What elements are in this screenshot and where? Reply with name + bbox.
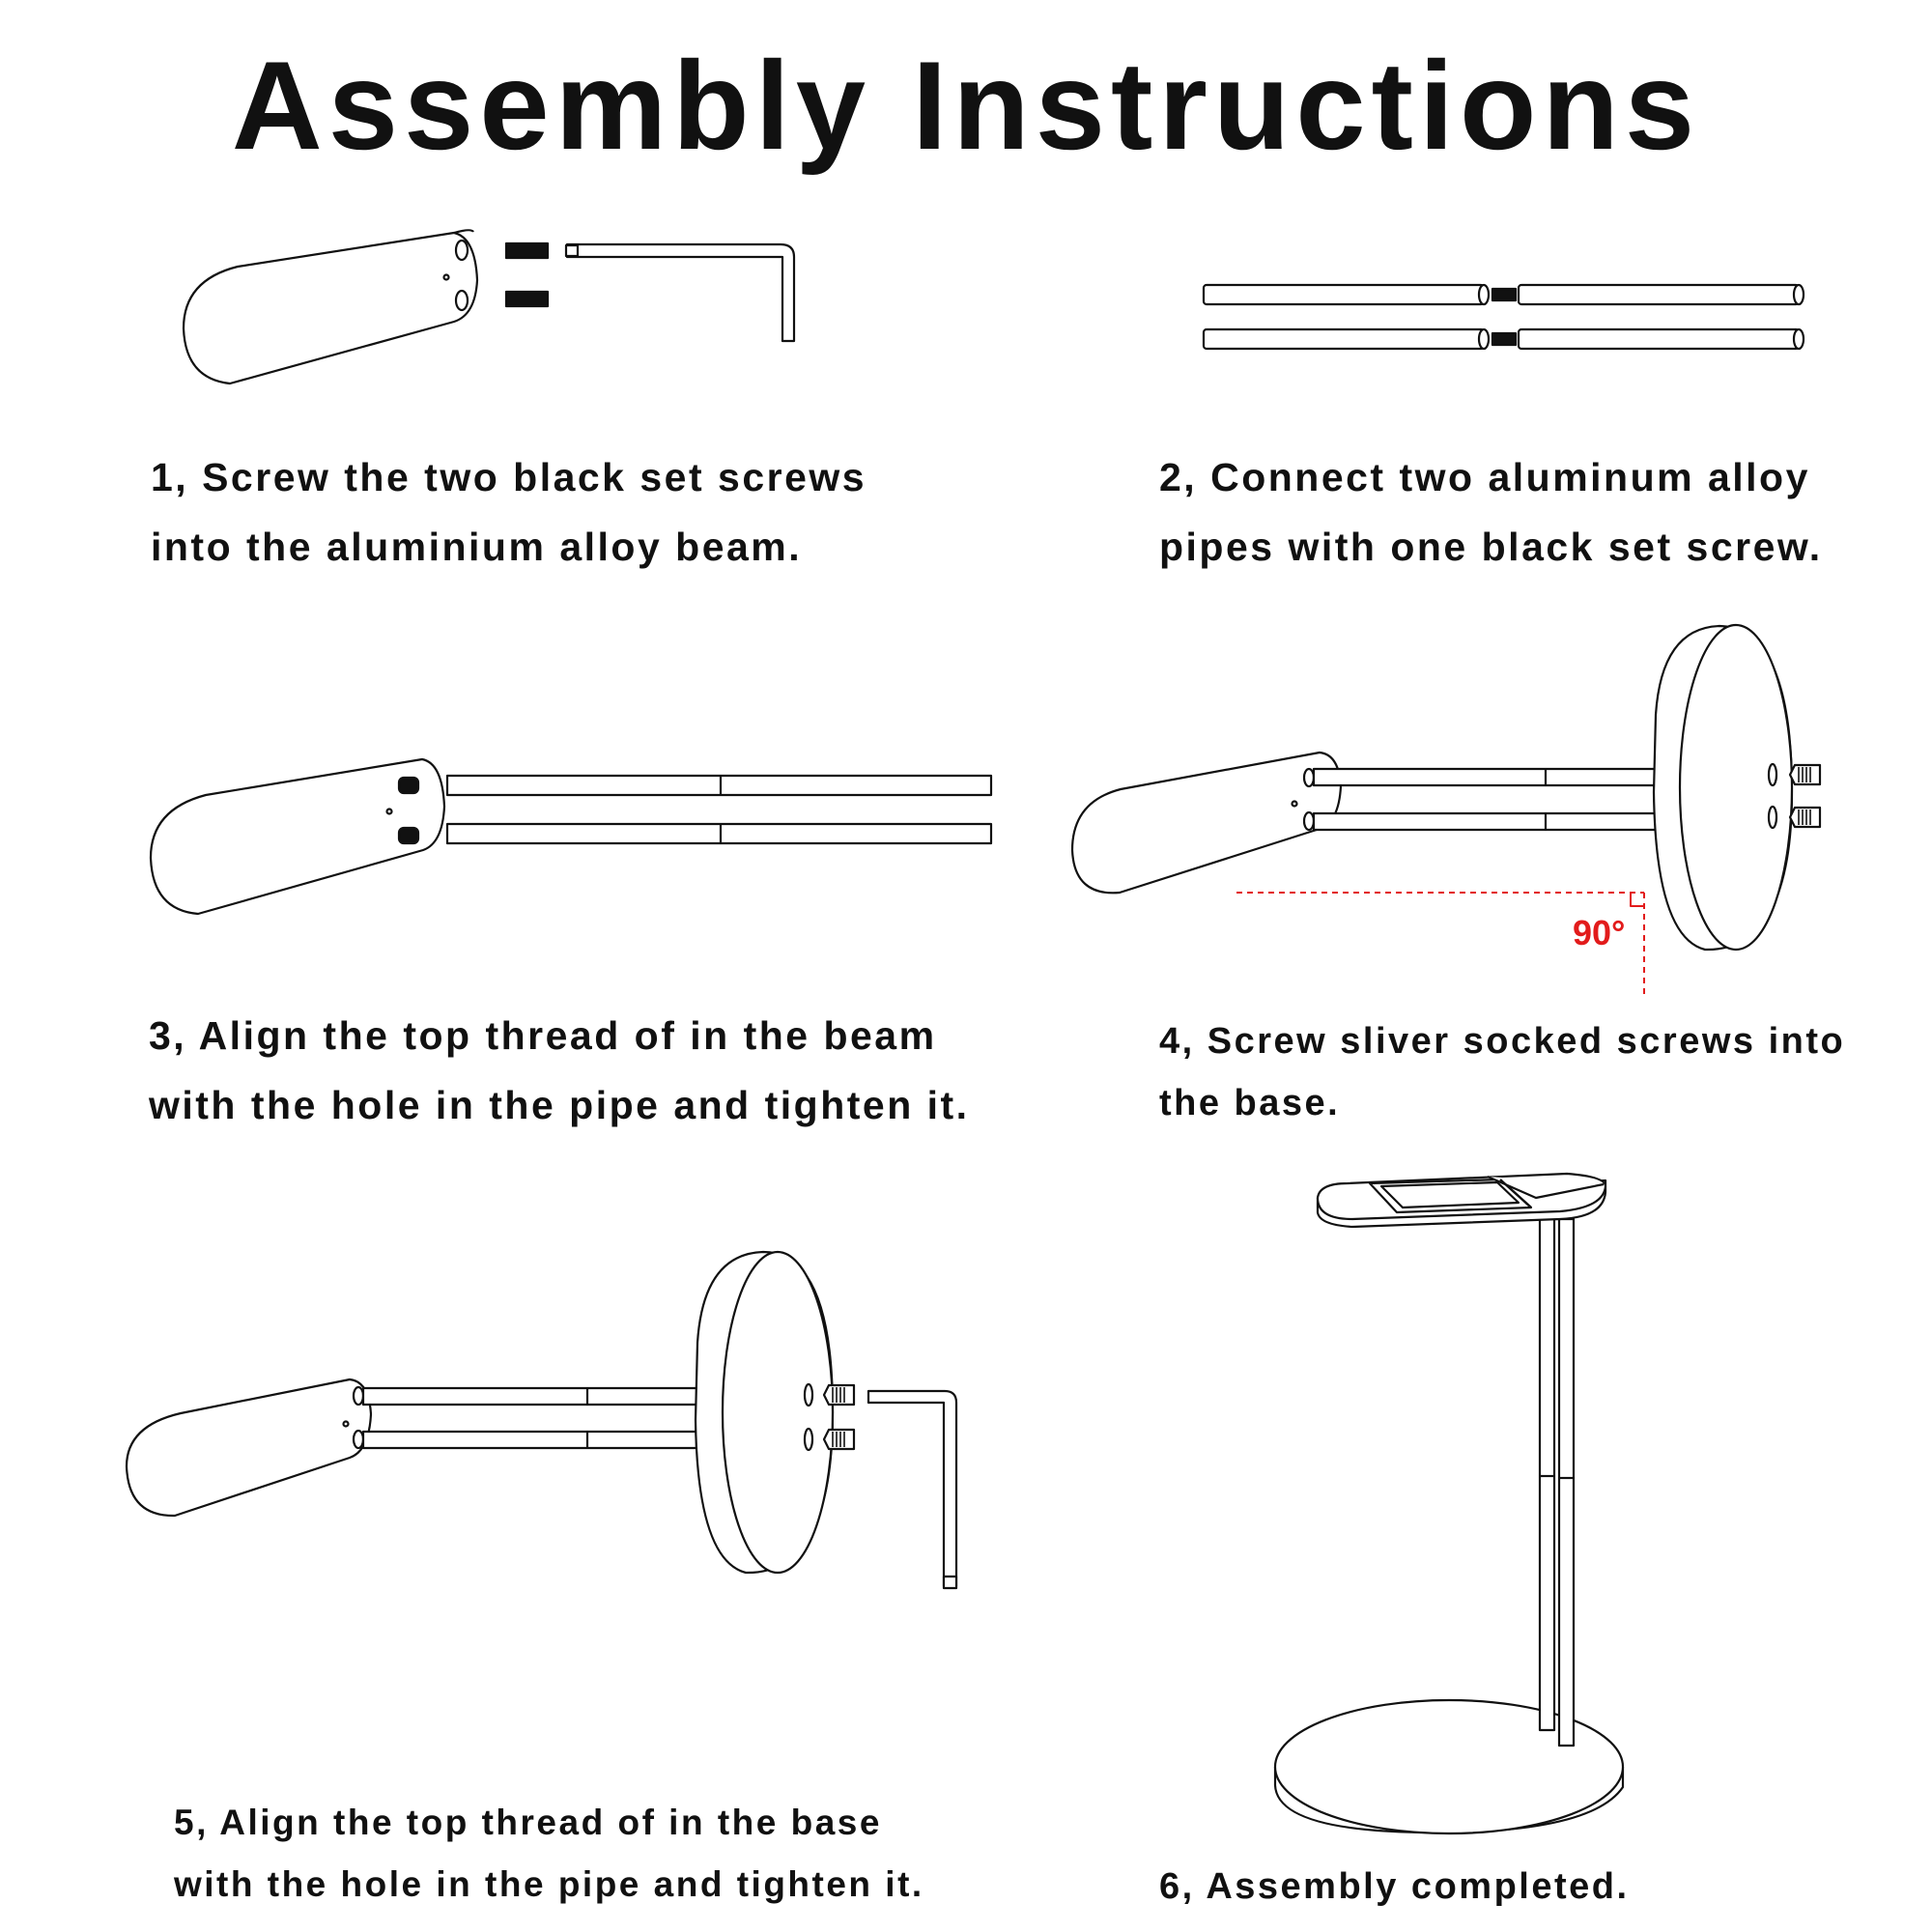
step2-pipes-icon (1204, 285, 1804, 349)
step-3-line2: with the hole in the pipe and tighten it. (149, 1083, 970, 1127)
set-screw-icon (506, 292, 548, 306)
step-5-line2: with the hole in the pipe and tighten it. (174, 1864, 924, 1904)
hex-key-icon (566, 244, 794, 341)
step-1-line2: into the aluminium alloy beam. (151, 525, 803, 569)
step3-beam-and-pipes-icon (151, 759, 991, 914)
step-4-line2: the base. (1159, 1083, 1341, 1123)
step-5-line1: 5, Align the top thread of in the base (174, 1803, 882, 1842)
step-6-caption (1159, 1856, 1630, 1918)
step-1-line1: 1, Screw the two black set screws (151, 455, 867, 499)
headphone-stand-icon (1275, 1174, 1623, 1833)
step4-beam-pipes-base-icon (1072, 625, 1820, 950)
angle-label: 90° (1573, 913, 1626, 952)
step1-beam-icon (184, 230, 477, 384)
step-4-line1: 4, Screw sliver socked screws into (1159, 1021, 1846, 1062)
step-4-caption (1159, 1010, 1845, 1134)
step-1-caption (151, 442, 867, 582)
page-title: Assembly Instructions (231, 35, 1701, 176)
step-6-line1: 6, Assembly completed. (1159, 1866, 1630, 1907)
hex-key-icon (868, 1391, 956, 1588)
set-screw-icon (506, 243, 548, 258)
step5-assembly-icon (127, 1252, 854, 1573)
step-2-line2: pipes with one black set screw. (1159, 525, 1823, 569)
step-3-caption (149, 1001, 970, 1140)
step-2-line1: 2, Connect two aluminum alloy (1159, 455, 1810, 499)
step-2-caption (1159, 442, 1823, 582)
step-3-line1: 3, Align the top thread of in the beam (149, 1013, 937, 1058)
step-5-caption (174, 1792, 924, 1916)
